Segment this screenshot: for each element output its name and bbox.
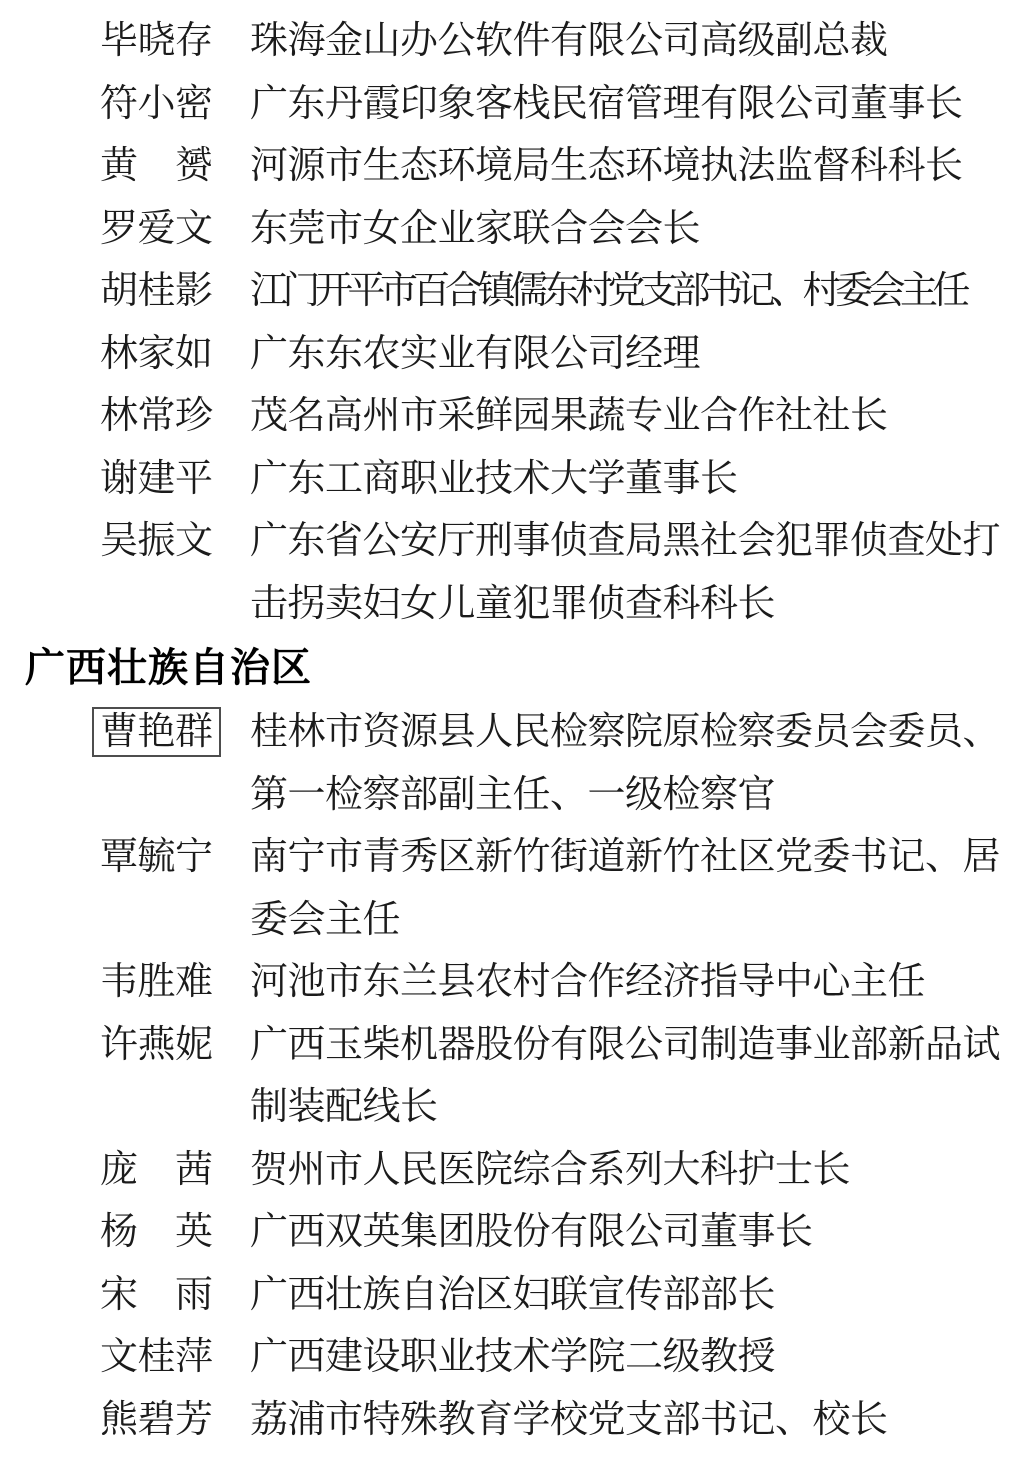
title-line: 河源市生态环境局生态环境执法监督科科长 xyxy=(250,145,963,187)
title-cell xyxy=(250,510,1025,635)
title-line: 广西玉柴机器股份有限公司制造事业部新品试 xyxy=(250,1023,1001,1066)
title-cell xyxy=(250,1201,1025,1264)
entry-row xyxy=(0,951,1025,1014)
person-name: 谢建平 xyxy=(100,457,213,500)
entry-row xyxy=(0,260,1025,323)
title-line: 广西壮族自治区妇联宣传部部长 xyxy=(250,1273,776,1316)
person-name: 宋 雨 xyxy=(100,1273,213,1316)
title-line: 广东东农实业有限公司经理 xyxy=(250,332,701,375)
entry-row xyxy=(0,1201,1025,1264)
title-line: 广东省公安厅刑事侦查局黑社会犯罪侦查处打 xyxy=(250,520,1001,562)
name-cell xyxy=(100,198,212,261)
title-line: 制装配线长 xyxy=(250,1086,438,1128)
title-line: 击拐卖妇女儿童犯罪侦查科科长 xyxy=(250,582,776,625)
title-cell xyxy=(250,323,1025,386)
title-cell xyxy=(250,1139,1025,1202)
name-cell xyxy=(100,951,212,1014)
title-line: 东莞市女企业家联合会会长 xyxy=(250,207,701,250)
title-line: 广东丹霞印象客栈民宿管理有限公司董事长 xyxy=(250,82,963,125)
name-cell xyxy=(100,260,212,323)
name-cell xyxy=(100,1139,212,1202)
entry-row xyxy=(0,73,1025,136)
name-cell xyxy=(100,448,212,511)
person-name: 覃毓宁 xyxy=(100,836,213,878)
title-line: 珠海金山办公软件有限公司高级副总裁 xyxy=(250,20,888,62)
title-line: 广西双英集团股份有限公司董事长 xyxy=(250,1211,813,1253)
person-name: 林家如 xyxy=(100,332,213,375)
title-line: 荔浦市特殊教育学校党支部书记、校长 xyxy=(250,1398,888,1441)
person-name: 庞 茜 xyxy=(100,1148,213,1191)
name-cell xyxy=(100,10,212,73)
person-name-boxed: 曹艳群 xyxy=(92,707,221,757)
entry-row xyxy=(0,1389,1025,1452)
title-line: 贺州市人民医院综合系列大科护士长 xyxy=(250,1148,851,1191)
section-header: 广西壮族自治区 xyxy=(25,646,312,690)
name-cell xyxy=(100,1201,212,1264)
person-name: 杨 英 xyxy=(100,1211,213,1253)
person-name: 黄 赟 xyxy=(100,145,213,187)
entry-row xyxy=(0,448,1025,511)
name-cell xyxy=(100,826,212,889)
title-cell xyxy=(250,1326,1025,1389)
person-name: 符小密 xyxy=(100,82,213,125)
person-name: 吴振文 xyxy=(100,520,213,562)
name-cell xyxy=(100,73,212,136)
title-cell xyxy=(250,448,1025,511)
title-line: 茂名高州市采鲜园果蔬专业合作社社长 xyxy=(250,395,888,437)
entry-row xyxy=(0,10,1025,73)
title-cell xyxy=(250,73,1025,136)
name-cell xyxy=(100,323,212,386)
title-cell xyxy=(250,826,1025,951)
title-cell xyxy=(250,1264,1025,1327)
title-line: 委会主任 xyxy=(250,898,401,941)
title-cell xyxy=(250,385,1025,448)
title-line: 广东工商职业技术大学董事长 xyxy=(250,457,738,500)
entry-row xyxy=(0,826,1025,951)
name-cell xyxy=(100,701,212,764)
title-cell xyxy=(250,135,1025,198)
title-line: 第一检察部副主任、一级检察官 xyxy=(250,773,776,816)
title-line: 广西建设职业技术学院二级教授 xyxy=(250,1336,776,1378)
name-cell xyxy=(100,385,212,448)
title-cell xyxy=(250,701,1025,826)
title-cell xyxy=(250,1389,1025,1452)
entry-row xyxy=(0,135,1025,198)
title-line: 河池市东兰县农村合作经济指导中心主任 xyxy=(250,961,926,1003)
title-cell xyxy=(250,10,1025,73)
name-cell xyxy=(100,1389,212,1452)
entry-row xyxy=(0,701,1025,826)
entry-row xyxy=(0,198,1025,261)
entry-row xyxy=(0,1014,1025,1139)
title-line: 南宁市青秀区新竹街道新竹社区党委书记、居 xyxy=(250,836,1001,878)
name-cell xyxy=(100,510,212,573)
entry-row xyxy=(0,323,1025,386)
person-name: 熊碧芳 xyxy=(100,1398,213,1441)
title-cell xyxy=(250,1014,1025,1139)
person-name: 韦胜难 xyxy=(100,961,213,1003)
person-name: 文桂萍 xyxy=(100,1336,213,1378)
person-name: 毕晓存 xyxy=(100,20,213,62)
entry-row xyxy=(0,1139,1025,1202)
title-cell xyxy=(250,951,1025,1014)
name-cell xyxy=(100,135,212,198)
name-cell xyxy=(100,1014,212,1077)
name-cell xyxy=(100,1264,212,1327)
title-line: 江门开平市百合镇儒东村党支部书记、村委会主任 xyxy=(250,270,966,312)
entry-row xyxy=(0,385,1025,448)
entry-row xyxy=(0,1264,1025,1327)
entry-row xyxy=(0,1326,1025,1389)
person-name: 许燕妮 xyxy=(100,1023,213,1066)
section xyxy=(0,635,1025,1451)
entry-row xyxy=(0,510,1025,635)
section xyxy=(0,10,1025,635)
person-name: 林常珍 xyxy=(100,395,213,437)
person-name: 罗爱文 xyxy=(100,207,213,250)
title-line: 桂林市资源县人民检察院原检察委员会委员、 xyxy=(250,711,1001,753)
title-cell xyxy=(250,260,1025,323)
title-cell xyxy=(250,198,1025,261)
person-name: 胡桂影 xyxy=(100,270,213,312)
name-cell xyxy=(100,1326,212,1389)
